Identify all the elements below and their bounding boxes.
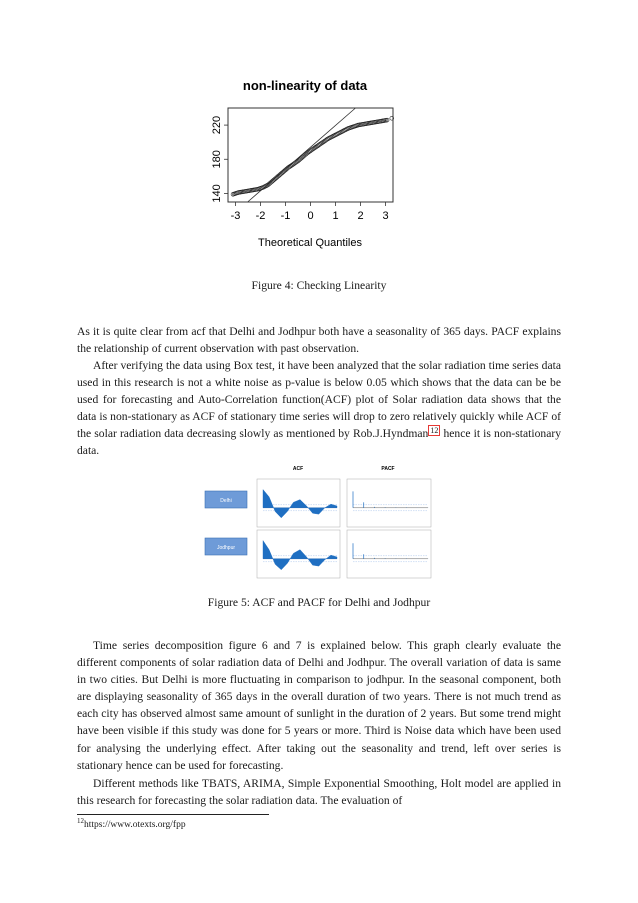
panel-frame xyxy=(347,479,431,527)
footnote xyxy=(77,817,186,830)
y-tick-label: 140 xyxy=(211,184,223,203)
footnote-number: 12 xyxy=(77,817,84,825)
x-tick-label: -2 xyxy=(255,210,266,222)
paragraph-4: Different methods like TBATS, ARIMA, Simple Exponential Smoothing, Holt model are applied in this research for forecasting the solar radiation data. The evaluation of xyxy=(77,777,561,808)
x-tick-label: 0 xyxy=(307,210,314,222)
x-tick-label: 1 xyxy=(332,210,339,222)
acf-column-title: ACF xyxy=(292,466,304,472)
x-axis-label: Theoretical Quantiles xyxy=(258,237,362,249)
paragraph-2-tail: hence it is non-stationary data. xyxy=(77,427,561,458)
pacf-column-title: PACF xyxy=(381,466,395,472)
x-tick-label: 2 xyxy=(357,210,364,222)
reference-line xyxy=(248,108,356,202)
quantile-points xyxy=(231,116,394,196)
panel-frame xyxy=(347,530,431,578)
figure-4-caption: Figure 4: Checking Linearity xyxy=(251,279,387,292)
footnote-rule xyxy=(77,814,269,815)
qq-plot xyxy=(190,76,410,256)
acf-pacf-figure xyxy=(200,464,435,584)
y-axis xyxy=(211,116,228,203)
paragraph-2 xyxy=(77,357,561,460)
paragraph-1: As it is quite clear from acf that Delhi and Jodhpur both have a seasonality of 365 days. PACF explains the relationship of current observation with past observation. xyxy=(77,325,561,356)
footnote-url[interactable]: https://www.otexts.org/fpp xyxy=(84,820,186,831)
chart-title: non-linearity of data xyxy=(242,78,368,93)
acf-pacf-panels xyxy=(257,479,431,578)
paragraph-2-text: After verifying the data using Box test, it have been analyzed that the solar radiation time series data used in this research is not a white noise as p-value is below 0.05 which shows that the data can be be used for forecasting and Auto-Correlation function(ACF) plot of Solar radiation data shows that the data is non-stationary as ACF of stationary time series will drop to zero relatively quickly while ACF of the solar radiation data decreasing slowly as mentioned by Rob.J.Hyndman xyxy=(77,359,561,441)
y-tick-label: 220 xyxy=(211,115,223,135)
delhi-label: Delhi xyxy=(220,498,232,504)
x-tick-label: 3 xyxy=(382,210,389,222)
x-tick-label: -3 xyxy=(230,210,241,222)
x-tick-label: -1 xyxy=(280,210,291,222)
citation-link[interactable]: 12 xyxy=(430,425,439,435)
y-tick-label: 180 xyxy=(211,150,223,169)
x-axis xyxy=(231,202,389,222)
figure-5-caption: Figure 5: ACF and PACF for Delhi and Jodhpur xyxy=(207,596,431,609)
paragraph-3: Time series decomposition figure 6 and 7 is explained below. This graph clearly evaluate the different components of solar radiation data of Delhi and Jodhpur. The overall variation of data is same in two cities. But Delhi is more fluctuating in comparison to jodhpur. In the seasonal component, both are displaying seasonality of 365 days in the overall duration of two years. There is not much trend as each city has observed almost same amount of sunlight in the duration of 2 years. But some trend might have been visible if this study was done for 5 years or more. Third is Noise data which have been used for analysing the underlying effect. After taking out the seasonality and trend, left over series is stationary hence can be used for forecasting. xyxy=(77,639,561,772)
jodhpur-label: Jodhpur xyxy=(216,545,236,551)
